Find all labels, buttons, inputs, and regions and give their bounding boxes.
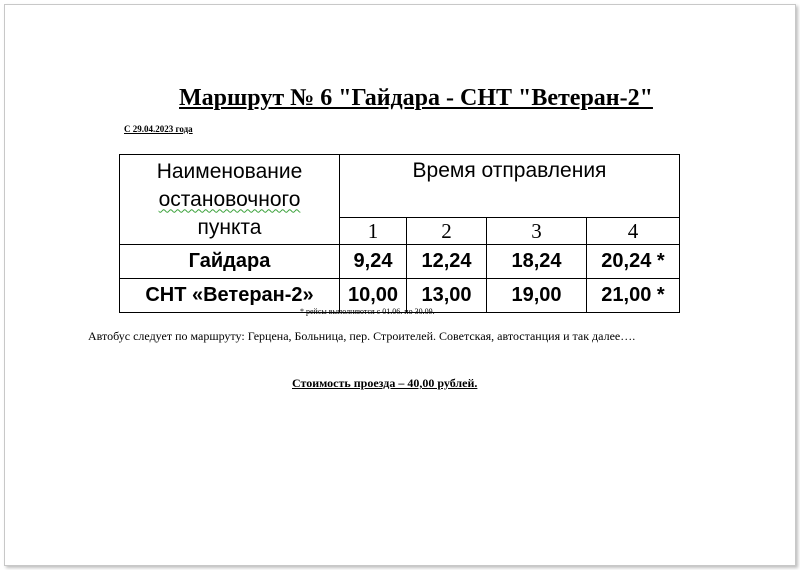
stop-name: Гайдара	[120, 245, 340, 279]
page-title: Маршрут № 6 "Гайдара - СНТ "Ветеран-2"	[179, 85, 653, 111]
departure-time: 12,24	[407, 245, 487, 279]
trip-number: 2	[407, 218, 487, 245]
stop-name-header	[120, 155, 340, 245]
departure-time: 10,00	[340, 279, 407, 313]
route-description: Автобус следует по маршруту: Герцена, Больница, пер. Строителей. Советская, автостанция и так далее….	[88, 329, 636, 343]
trip-number: 3	[487, 218, 587, 245]
seasonal-footnote: * рейсы выполняются с 01.06. по 30.09.	[300, 307, 435, 316]
trip-number: 1	[340, 218, 407, 245]
departure-time: 20,24 *	[587, 245, 680, 279]
schedule-table	[119, 154, 680, 313]
effective-date: С 29.04.2023 года	[124, 124, 193, 134]
departure-time: 9,24	[340, 245, 407, 279]
stop-name: СНТ «Ветеран-2»	[120, 279, 340, 313]
departure-time: 13,00	[407, 279, 487, 313]
header-line-1: Наименование	[156, 159, 303, 183]
fare-text: Стоимость проезда – 40,00 рублей.	[292, 376, 478, 390]
header-line-3: пункта	[197, 215, 262, 239]
departure-time: 19,00	[487, 279, 587, 313]
table-row	[120, 245, 680, 279]
departure-time-header: Время отправления	[340, 155, 680, 218]
departure-time: 18,24	[487, 245, 587, 279]
departure-time: 21,00 *	[587, 279, 680, 313]
trip-number: 4	[587, 218, 680, 245]
header-line-2: остановочного	[158, 187, 301, 211]
